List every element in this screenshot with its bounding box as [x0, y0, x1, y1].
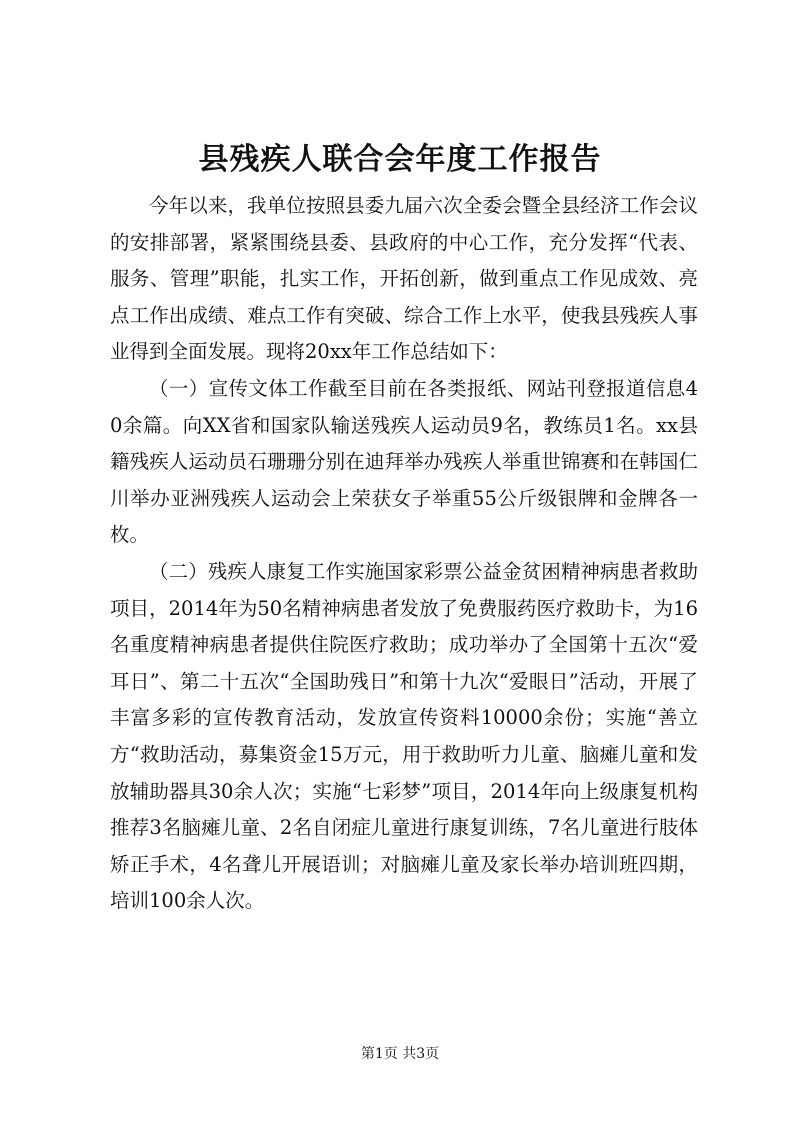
document-body	[110, 188, 698, 920]
page-footer: 第1页 共3页	[360, 1046, 440, 1062]
paragraph-intro: 今年以来，我单位按照县委九届六次全委会暨全县经济工作会议的安排部署，紧紧围绕县委、县政府的中心工作，充分发挥“代表、服务、管理”职能，扎实工作，开拓创新，做到重点工作见成效、亮点工作出成绩、难点工作有突破、综合工作上水平，使我县残疾人事业得到全面发展。现将20xx年工作总结如下：	[110, 194, 698, 364]
paragraph-rehabilitation: （二）残疾人康复工作实施国家彩票公益金贫困精神病患者救助项目，2014年为50名精神病患者发放了免费服药医疗救助卡，为16名重度精神病患者提供住院医疗救助；成功举办了全国第十五次“爱耳日”、第二十五次“全国助残日”和第十九次“爱眼日”活动，开展了丰富多彩的宣传教育活动，发放宣传资料10000余份；实施“善立方“救助活动，募集资金15万元，用于救助听力儿童、脑瘫儿童和发放辅助器具30余人次；实施“七彩梦”项目，2014年向上级康复机构推荐3名脑瘫儿童、2名自闭症儿童进行康复训练，7名儿童进行肢体矫正手术，4名聋儿开展语训；对脑瘫儿童及家长举办培训班四期，培训100余人次。	[110, 559, 698, 913]
document-title: 县残疾人联合会年度工作报告	[198, 142, 602, 177]
paragraph-publicity-sports: （一）宣传文体工作截至目前在各类报纸、网站刊登报道信息40余篇。向XX省和国家队输送残疾人运动员9名，教练员1名。xx县籍残疾人运动员石珊珊分别在迪拜举办残疾人举重世锦赛和在韩国仁川举办亚洲残疾人运动会上荣获女子举重55公斤级银牌和金牌各一枚。	[110, 376, 698, 547]
